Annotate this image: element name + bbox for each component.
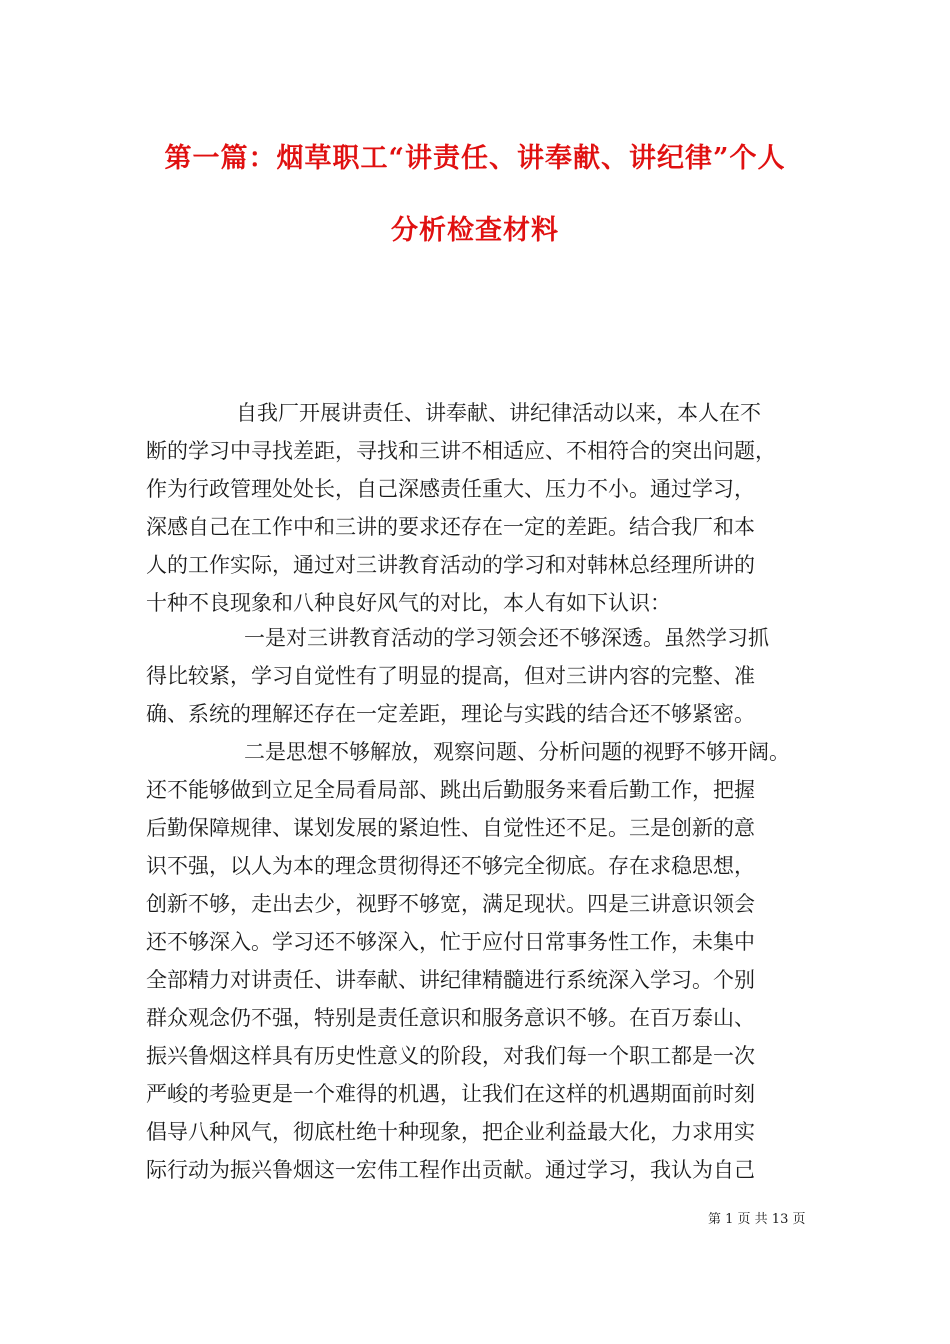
body-line: 创新不够，走出去少，视野不够宽，满足现状。四是三讲意识领会	[146, 892, 755, 916]
body-line: 断的学习中寻找差距，寻找和三讲不相适应、不相符合的突出问题，	[146, 439, 776, 463]
body-line: 际行动为振兴鲁烟这一宏伟工程作出贡献。通过学习，我认为自己	[146, 1158, 755, 1182]
body-line: 人的工作实际，通过对三讲教育活动的学习和对韩林总经理所讲的	[146, 553, 755, 577]
body-line: 自我厂开展讲责任、讲奉献、讲纪律活动以来，本人在不	[236, 401, 761, 425]
body-line: 严峻的考验更是一个难得的机遇，让我们在这样的机遇期面前时刻	[146, 1082, 755, 1106]
body-line: 深感自己在工作中和三讲的要求还存在一定的差距。结合我厂和本	[146, 515, 755, 539]
document-title-line-2: 分析检查材料	[391, 215, 559, 246]
body-line: 后勤保障规律、谋划发展的紧迫性、自觉性还不足。三是创新的意	[146, 816, 755, 840]
body-line: 作为行政管理处处长，自己深感责任重大、压力不小。通过学习，	[146, 477, 755, 501]
body-line: 全部精力对讲责任、讲奉献、讲纪律精髓进行系统深入学习。个别	[146, 968, 755, 992]
body-line: 还不能够做到立足全局看局部、跳出后勤服务来看后勤工作，把握	[146, 778, 755, 802]
body-line: 得比较紧，学习自觉性有了明显的提高，但对三讲内容的完整、准	[146, 664, 755, 688]
body-line: 确、系统的理解还存在一定差距，理论与实践的结合还不够紧密。	[146, 702, 755, 726]
body-line: 倡导八种风气，彻底杜绝十种现象，把企业利益最大化，力求用实	[146, 1120, 755, 1144]
body-line: 识不强，以人为本的理念贯彻得还不够完全彻底。存在求稳思想，	[146, 854, 755, 878]
body-line: 一是对三讲教育活动的学习领会还不够深透。虽然学习抓	[244, 626, 769, 650]
page-number-footer: 第 1 页 共 13 页	[708, 1212, 806, 1227]
body-line: 十种不良现象和八种良好风气的对比，本人有如下认识：	[146, 591, 671, 615]
body-line: 二是思想不够解放，观察问题、分析问题的视野不够开阔。	[244, 740, 790, 764]
body-line: 振兴鲁烟这样具有历史性意义的阶段，对我们每一个职工都是一次	[146, 1044, 755, 1068]
body-line: 群众观念仍不强，特别是责任意识和服务意识不够。在百万泰山、	[146, 1006, 755, 1030]
body-line: 还不够深入。学习还不够深入，忙于应付日常事务性工作，未集中	[146, 930, 755, 954]
document-title-line-1: 第一篇：烟草职工“讲责任、讲奉献、讲纪律”个人	[164, 143, 786, 174]
